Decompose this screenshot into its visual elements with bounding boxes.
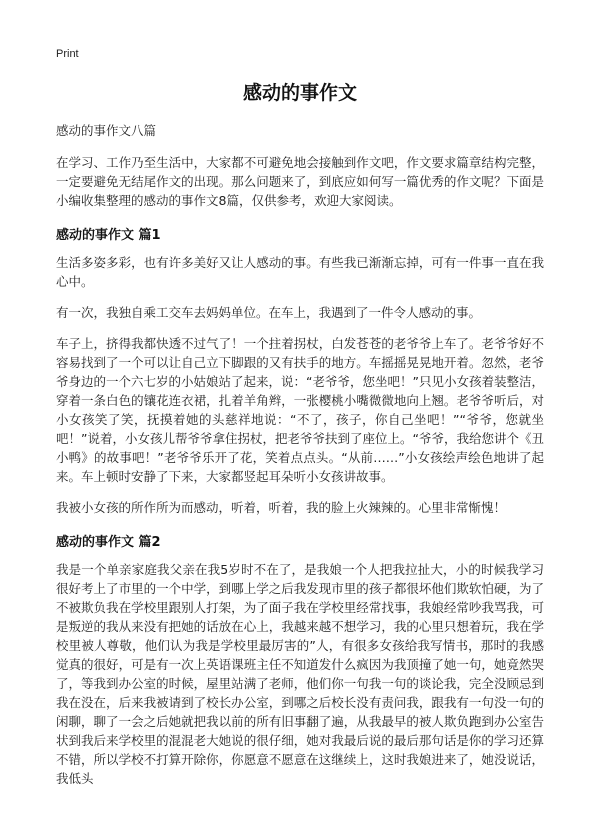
article-subtitle: 感动的事作文八篇 xyxy=(56,123,157,138)
page-title: 感动的事作文 xyxy=(242,82,357,104)
section-heading-1: 感动的事作文 篇1 xyxy=(56,228,161,243)
print-link[interactable]: Print xyxy=(56,48,79,60)
paragraph: 车子上，挤得我都快透不过气了！一个拄着拐杖，白发苍苍的老爷爷上车了。老爷爷好不容易找到了一个可以让自己立下脚跟的又有扶手的地方。车摇摇晃晃地开着。忽然，老爷爷身边的一个六七岁的小姑娘站了起来，说：“老爷爷，您坐吧！”只见小女孩着装整洁，穿着一条白色的镶花连衣裙，扎着羊角辫，一张樱桃小嘴微微地向上翘。老爷爷听后，对小女孩笑了笑，抚摸着她的头慈祥地说：“不了，孩子，你自己坐吧！”“爷爷，您就坐吧！”说着，小女孩儿帮爷爷拿住拐杖，把老爷爷扶到了座位上。“爷爷，我给您讲个《丑小鸭》的故事吧！”老爷爷乐开了花，笑着点点头。“从前……”小女孩绘声绘色地讲了起来。车上顿时安静了下来，大家都竖起耳朵听小女孩讲故事。 xyxy=(56,336,544,484)
paragraph: 有一次，我独自乘工交车去妈妈单位。在车上，我遇到了一件令人感动的事。 xyxy=(56,305,482,320)
paragraph: 生活多姿多彩，也有许多美好又让人感动的事。有些我已渐渐忘掉，可有一件事一直在我心中。 xyxy=(56,255,544,289)
paragraph: 我是一个单亲家庭我父亲在我5岁时不在了，是我娘一个人把我拉扯大，小的时候我学习很好考上了市里的一个中学，到哪上学之后我发现市里的孩子都很坏他们欺软怕硬，为了不被欺负我在学校里跟别人打架，为了面子我在学校里经常找事，我娘经常吵我骂我，可是叛逆的我从来没有把她的话放在心上，我越来越不想学习，我的心里只想着玩，我在学校里被人尊敬，他们认为我是学校里最厉害的”人，有很多女孩给我写情书，那时的我感觉真的很好，可是有一次上英语课班主任不知道发什么疯因为我顶撞了她一句，她竟然哭了，等我到办公室的时候，屋里站满了老师，他们你一句我一句的谈论我，完全没顾忌到我在没在，后来我被请到了校长办公室，到哪之后校长没有责问我，跟我有一句没一句的闲聊，聊了一会之后她就把我以前的所有旧事翻了遍，从我最早的被人欺负跑到办公室告状到我后来学校里的混混老大她说的很仔细，她对我最后说的最后那句话是你的学习还算不错，所以学校不打算开除你，你愿意不愿意在这继续上，这时我娘进来了，她没说话，我低头 xyxy=(56,562,544,786)
paragraph: 我被小女孩的所作所为而感动，听着，听着，我的脸上火辣辣的。心里非常惭愧！ xyxy=(56,500,507,515)
intro-paragraph: 在学习、工作乃至生活中，大家都不可避免地会接触到作文吧，作文要求篇章结构完整，一定要避免无结尾作文的出现。那么问题来了，到底应如何写一篇优秀的作文呢？下面是小编收集整理的感动的事作文8篇，仅供参考，欢迎大家阅读。 xyxy=(56,155,544,208)
section-heading-2: 感动的事作文 篇2 xyxy=(56,535,161,550)
